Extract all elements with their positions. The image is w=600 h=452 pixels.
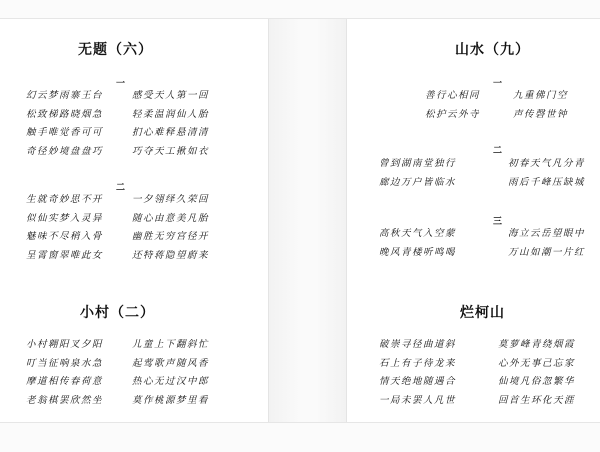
poem-line: 生就奇妙思不开	[26, 194, 104, 205]
poem-line: 触手唯觉香可可	[26, 127, 104, 138]
poem-line: 晚风青楼听鸣喝	[379, 246, 457, 258]
poem-line: 廊边万户皆临水	[379, 176, 457, 188]
poem-line: 石上有子待龙来	[379, 357, 457, 369]
section-number: 一	[493, 79, 503, 89]
section-number: 二	[116, 183, 126, 193]
section-number: 三	[493, 217, 503, 227]
poem-line: 松护云外寺	[425, 108, 481, 120]
poem-column-right	[132, 87, 209, 161]
poem-line: 一局未罢人凡世	[379, 394, 457, 406]
poem-line: 破崇寻径曲道斜	[379, 339, 457, 350]
poem-line: 善行心相同	[425, 90, 481, 101]
poem-line: 九重佛门空	[513, 90, 569, 101]
poem-line: 巧夺天工揪如衣	[132, 145, 210, 157]
section-number: 一	[116, 79, 126, 89]
poem-line: 一夕翎绎久荣回	[132, 194, 210, 205]
poem-column-right	[513, 87, 568, 124]
poem-line: 扪心难释悬清清	[132, 127, 210, 138]
poem-line: 松致梯路晓烟急	[26, 108, 104, 120]
poem-line: 叮当征响泉水急	[26, 357, 104, 369]
book-gutter	[269, 19, 346, 422]
poem-line: 轻柔温润仙人胎	[132, 108, 210, 120]
poem-column-left	[379, 155, 456, 192]
poem-line: 儿童上下翻斜忙	[132, 339, 210, 350]
poem-line: 声传磬世钟	[513, 108, 569, 120]
poem-column-right	[498, 336, 575, 410]
poem-line: 初春天气凡分青	[508, 158, 586, 169]
poem-line: 仙境凡俗忽繁华	[498, 376, 576, 387]
section-number: 二	[493, 146, 503, 156]
poem-title: 烂柯山	[460, 305, 505, 321]
poem-title: 山水（九）	[455, 42, 530, 58]
poem-column-left	[379, 225, 456, 262]
poem-line: 曾到湖南堂独行	[379, 158, 457, 169]
poem-line: 摩道相传春荷意	[26, 376, 104, 387]
poem-column-left	[26, 191, 103, 265]
poem-line: 还特蒋隐望蔚来	[132, 249, 210, 261]
poem-line: 莫作桃源梦里看	[132, 394, 210, 406]
poem-line: 奇径妙境盘盘巧	[26, 145, 104, 157]
poem-column-right	[132, 336, 209, 410]
poem-line: 雨后千峰压缺城	[508, 176, 586, 188]
poem-column-left	[26, 87, 103, 161]
poem-line: 高秋天气入空蒙	[379, 228, 457, 239]
poem-line: 小村翱阳叉夕阳	[26, 339, 104, 350]
poem-column-right	[508, 225, 585, 262]
poem-line: 感受天人第一回	[132, 90, 210, 101]
poem-line: 起莺歌声随风香	[132, 357, 210, 369]
poem-line: 魅味不尽稍入骨	[26, 231, 104, 242]
poem-line: 幻云梦雨寨王台	[26, 90, 104, 101]
bottom-border	[0, 422, 600, 423]
poem-line: 莫萝峰青绕烟霞	[498, 339, 576, 350]
poem-line: 老翁棋罢欣然坐	[26, 394, 104, 406]
poem-line: 回首生环化天涯	[498, 394, 576, 406]
poem-line: 呈霄窗翠唯此女	[26, 249, 104, 261]
poem-title: 无题（六）	[78, 42, 153, 58]
poem-line: 万山如潮一片红	[508, 246, 586, 258]
poem-title: 小村（二）	[80, 305, 155, 321]
poem-line: 海立云岳望眼中	[508, 228, 586, 239]
poem-line: 心外无事己忘家	[498, 357, 576, 369]
poem-column-right	[132, 191, 209, 265]
poem-line: 幽胜无穷宫径开	[132, 231, 210, 242]
poem-line: 似仙实梦入灵异	[26, 212, 104, 224]
poem-column-left	[379, 336, 456, 410]
poem-line: 情天绝地随遇合	[379, 376, 457, 387]
poem-line: 热心无过汉中郎	[132, 376, 210, 387]
poem-column-right	[508, 155, 585, 192]
left-page	[0, 19, 269, 422]
poem-line: 随心由意美凡胎	[132, 212, 210, 224]
poem-column-left	[26, 336, 103, 410]
poem-column-left	[425, 87, 480, 124]
right-page	[346, 19, 600, 422]
